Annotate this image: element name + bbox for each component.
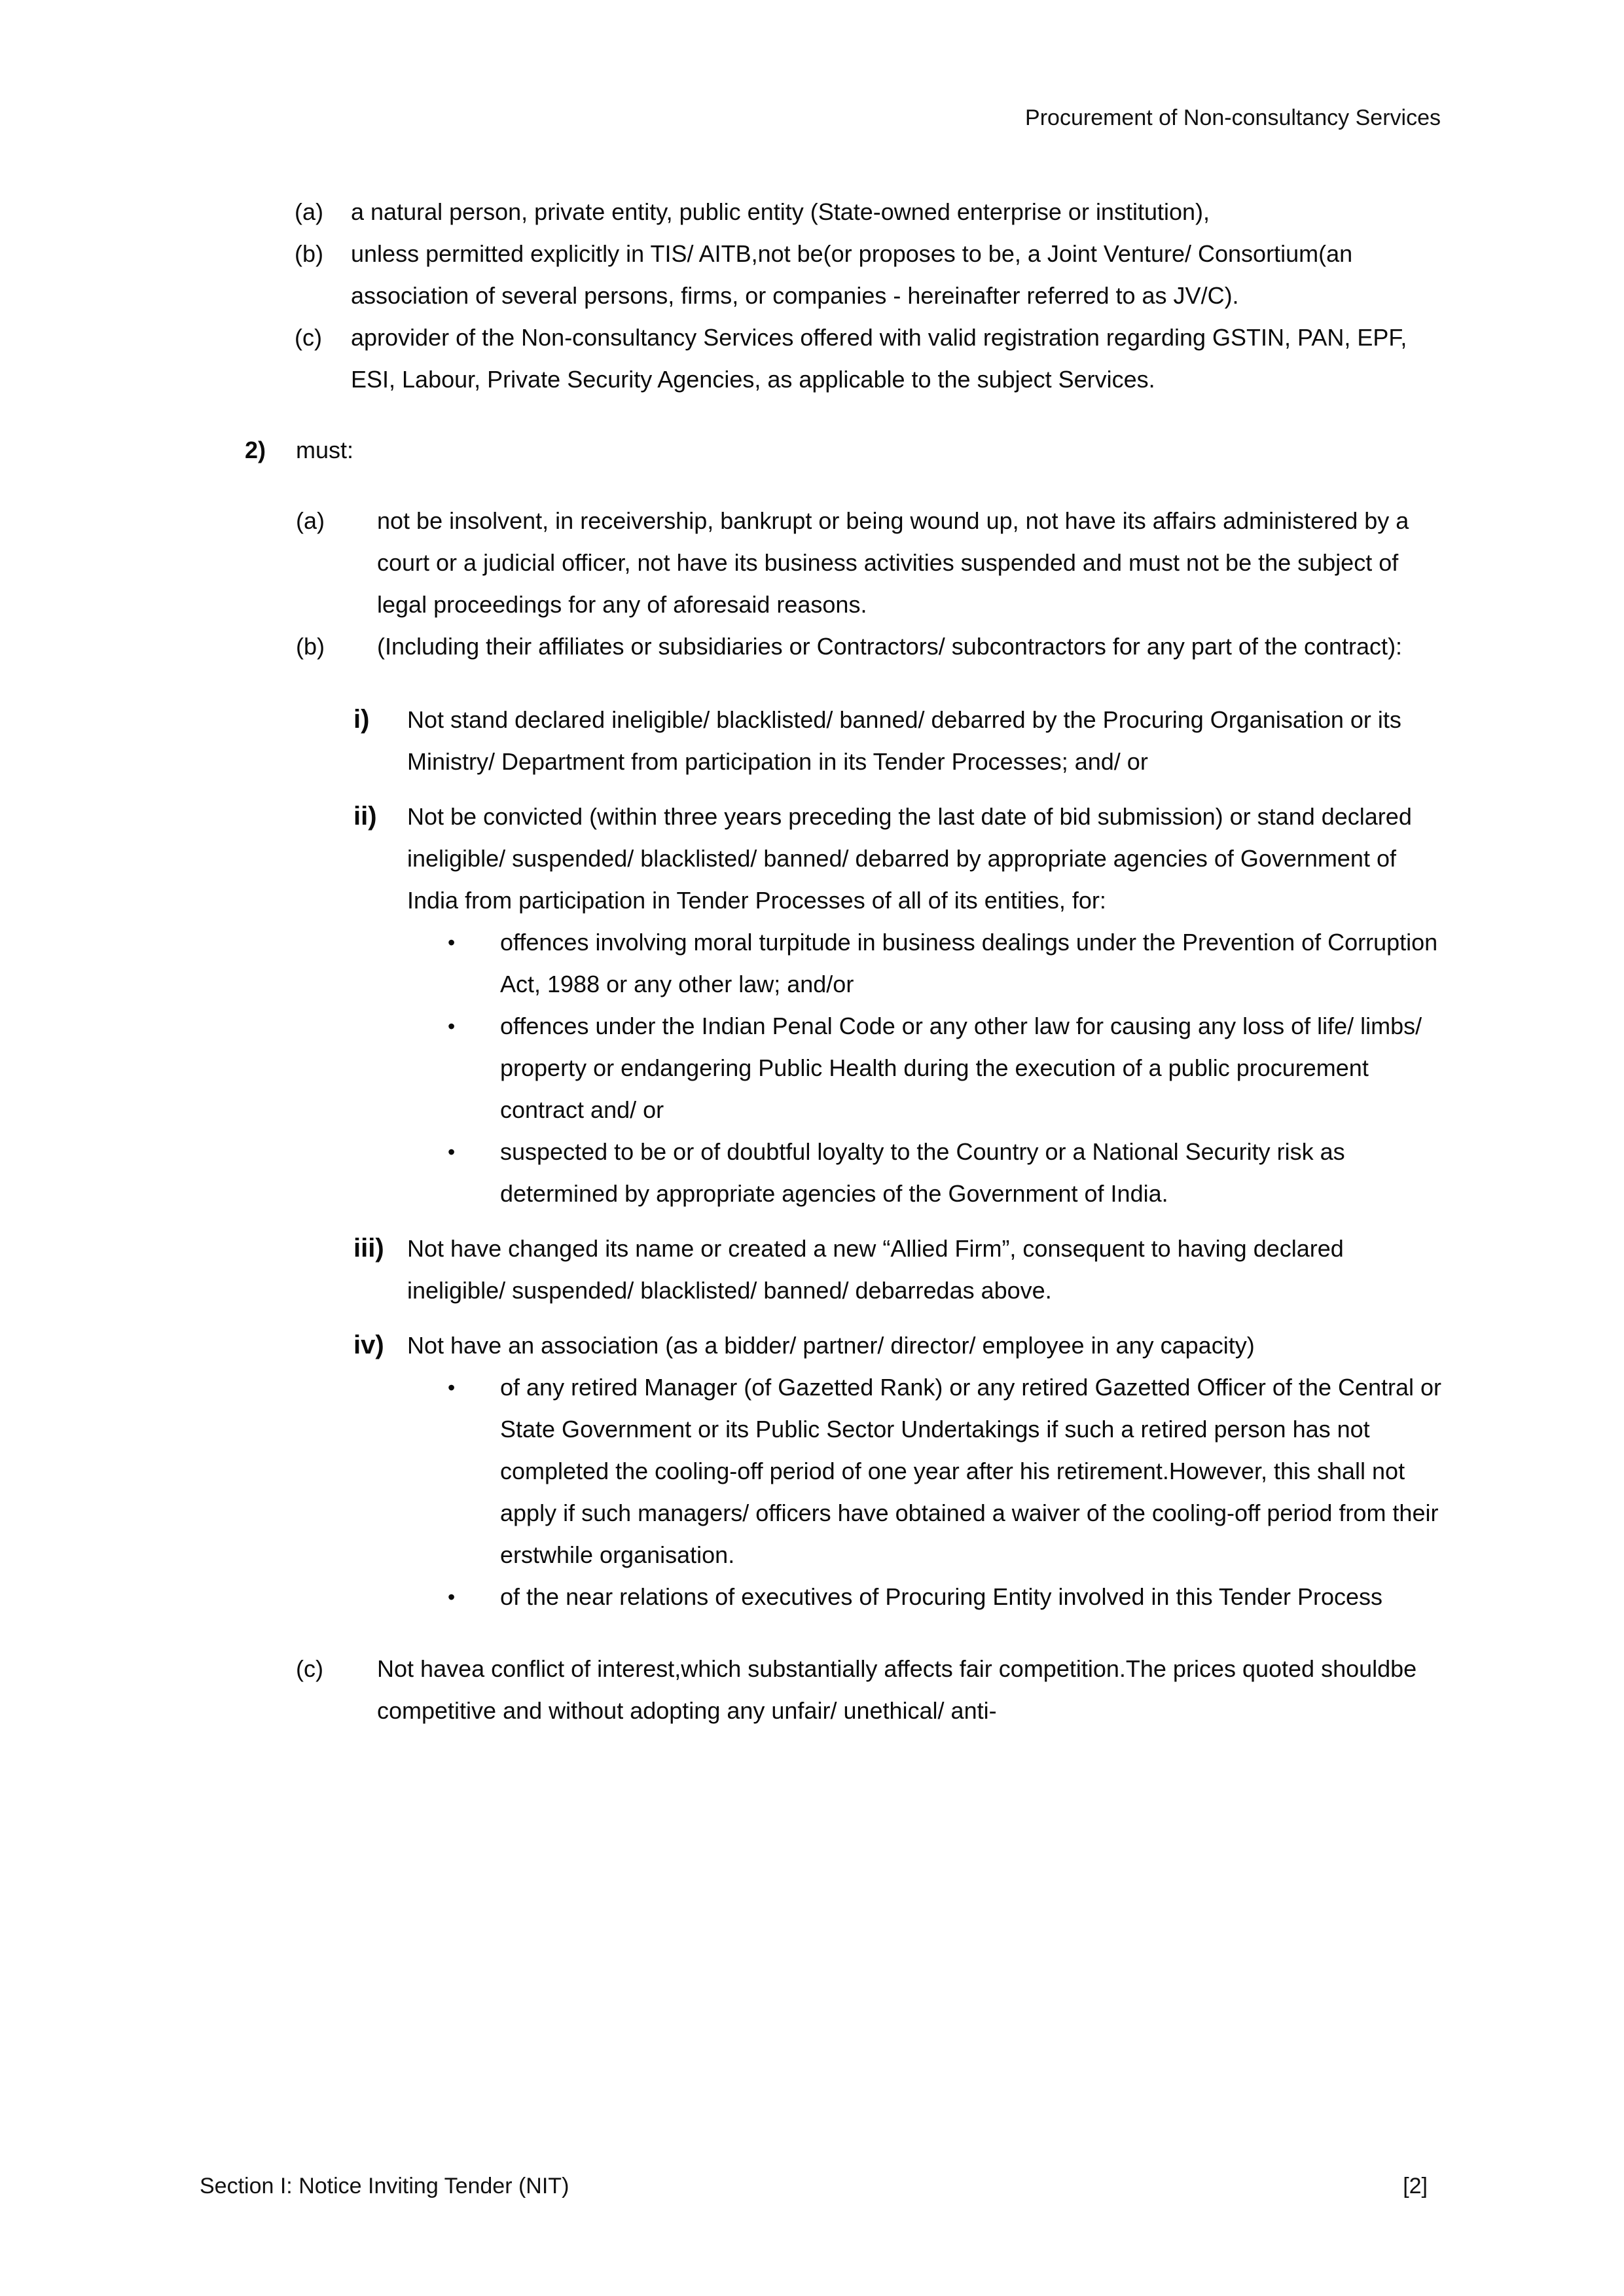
bullet-item [448,1367,1442,1576]
list-item-text: not be insolvent, in receivership, bankrupt or being wound up, not have its affairs administered by a court or a judicial officer, not have its business activities suspended and must not be the subject of legal proceedings for any of aforesaid reasons. [377,507,1409,618]
list-item-label: (a) [296,507,325,534]
bullet-icon: • [448,1140,456,1164]
list-item-label: (c) [295,324,322,351]
clause-number: 2) [245,437,266,463]
list-item-text: Not havea conflict of interest,which substantially affects fair competition.The prices quoted shouldbe competitive and without adopting any unfair/ unethical/ anti- [377,1655,1417,1724]
bullet-text: of any retired Manager (of Gazetted Rank) or any retired Gazetted Officer of the Central or State Government or its Public Sector Undertakings if such a retired person has not completed the cooling-off period of one year after his retirement.However, this shall not apply if such managers/ officers have obtained a waiver of the cooling-off period from their erstwhile organisation. [500,1374,1442,1568]
list-item-text: (Including their affiliates or subsidiaries or Contractors/ subcontractors for any part of the contract): [377,633,1403,660]
bullet-text: offences involving moral turpitude in business dealings under the Prevention of Corruption Act, 1988 or any other law; and/or [500,929,1438,997]
footer-page-number: [2] [1403,2174,1428,2198]
footer-section-title: Section I: Notice Inviting Tender (NIT) [200,2174,569,2198]
roman-label: ii) [353,802,377,831]
list-item-label: (a) [295,198,323,225]
list-item-label: (c) [296,1655,323,1682]
roman-text: Not stand declared ineligible/ blacklisted/ banned/ debarred by the Procuring Organisation or its Ministry/ Department from participation in its Tender Processes; and/ or [407,706,1401,775]
roman-item-i [353,699,1442,783]
bullet-icon: • [448,1376,456,1399]
clause-2 [245,429,1442,471]
list-item-b [295,233,1442,317]
clause-2-sub-b [296,626,1442,668]
page-footer [200,2165,1428,2207]
clause-2-sub-c [296,1648,1442,1732]
roman-text: Not have an association (as a bidder/ partner/ director/ employee in any capacity) [407,1332,1255,1359]
bullet-item [448,1576,1442,1618]
roman-label: i) [353,705,370,734]
bullet-text: offences under the Indian Penal Code or any other law for causing any loss of life/ limbs/ property or endangering Public Health during the execution of a public procurement contract and/ or [500,1013,1422,1123]
roman-item-iv [353,1325,1442,1367]
bullet-item [448,1131,1442,1215]
list-item-a [295,191,1442,233]
roman-label: iv) [353,1331,384,1359]
list-item-label: (b) [295,240,323,267]
bullet-item [448,922,1442,1005]
clause-2-sub-a [296,500,1442,626]
list-item-c [295,317,1442,401]
list-item-text: aprovider of the Non-consultancy Services offered with valid registration regarding GSTIN, PAN, EPF, ESI, Labour, Private Security Agencies, as applicable to the subject Services. [351,324,1407,393]
bullet-text: suspected to be or of doubtful loyalty to the Country or a National Security risk as determined by appropriate agencies of the Government of India. [500,1138,1345,1207]
bullet-icon: • [448,1585,456,1609]
roman-text: Not be convicted (within three years preceding the last date of bid submission) or stand declared ineligible/ suspended/ blacklisted/ banned/ debarred by appropriate agencies of Government of India from participation in Tender Processes of all of its entities, for: [407,803,1412,914]
bullet-item [448,1005,1442,1131]
bullet-icon: • [448,931,456,954]
bullet-icon: • [448,1014,456,1038]
list-item-label: (b) [296,633,325,660]
document-body [0,191,1442,1732]
roman-text: Not have changed its name or created a new “Allied Firm”, consequent to having declared ineligible/ suspended/ blacklisted/ banned/ debarredas above. [407,1235,1344,1304]
clause-text: must: [296,437,354,463]
page-header-title: Procurement of Non-consultancy Services [1025,105,1441,130]
list-item-text: a natural person, private entity, public entity (State-owned enterprise or institution), [351,198,1210,225]
roman-label: iii) [353,1234,384,1263]
bullet-text: of the near relations of executives of Procuring Entity involved in this Tender Process [500,1583,1383,1610]
roman-item-ii [353,796,1442,922]
roman-item-iii [353,1228,1442,1312]
list-item-text: unless permitted explicitly in TIS/ AITB,not be(or proposes to be, a Joint Venture/ Consortium(an association of several persons, firms, or companies - hereinafter referred to as JV/C). [351,240,1353,309]
